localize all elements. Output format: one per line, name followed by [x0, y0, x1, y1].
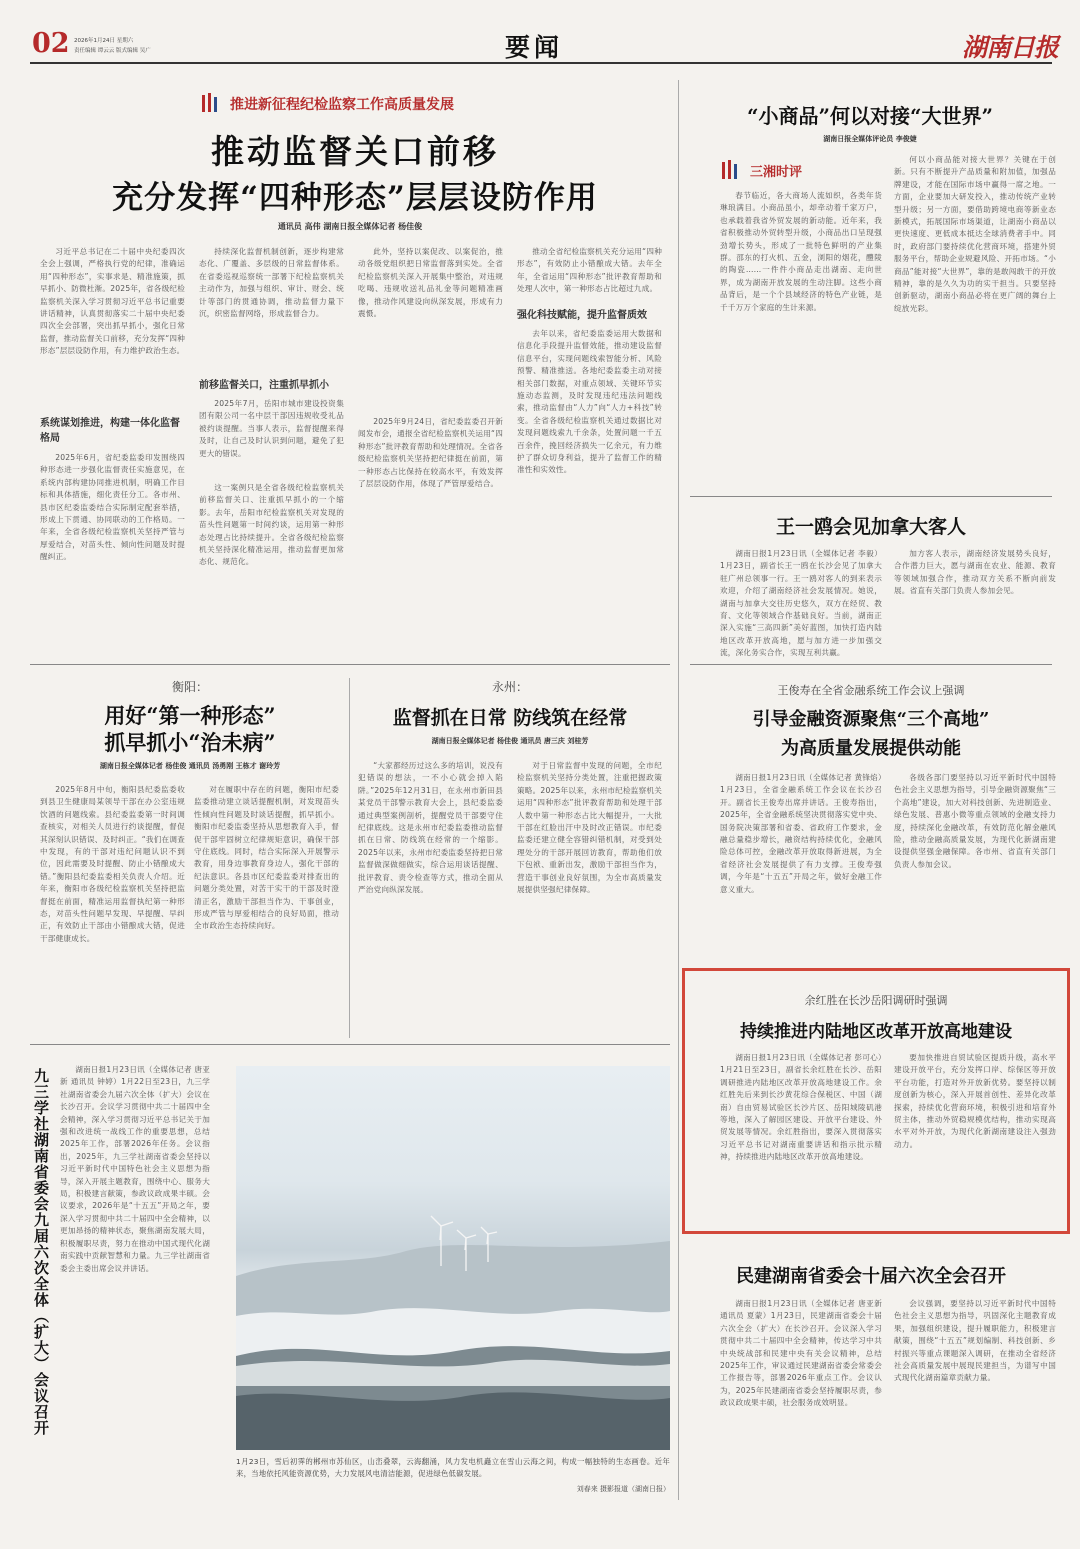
lead-col4a: [517, 246, 662, 306]
paper-logo: 湖南日报: [962, 33, 1059, 62]
hengyang-kicker: 衡阳：: [171, 680, 208, 694]
lead-paragraph: 这一案例只是全省各级纪检监察机关前移监督关口、注重抓早抓小的一个缩影。去年，岳阳市纪检监察机关对发现的苗头性问题第一时间约谈，运用第一种形态处理占比持续提升。全省各级纪检监察机关坚持深化精准运用，推动监督更加常态化、规范化。: [199, 483, 344, 567]
landscape-photo: [236, 1066, 670, 1450]
lead-paragraph: 习近平总书记在二十届中央纪委四次全会上强调，严格执行党的纪律，准确运用“四种形态”，实事求是、精准施策，抓早抓小、防微杜渐。2025年，省各级纪检监察机关深入学习贯彻习近平总书记重要讲话精神，认真贯彻落实二十届中央纪委四次全会部署，突出抓早抓小，强化日常监督，推动监督关口前移，充分发挥“四种形态”层层设防作用，有力维护政治生态。: [40, 247, 185, 356]
lead-paragraph: 2025年7月，岳阳市城市建设投资集团有限公司一名中层干部因违规收受礼品被约谈提醒。当事人表示，监督提醒来得及时，让自己及时认识到问题，避免了犯更大的错误。: [199, 399, 344, 458]
minjian-col1: [720, 1298, 882, 1494]
column-badge-icon: [720, 160, 742, 180]
finance-col1: [720, 772, 882, 964]
mid-left-rule: [30, 1044, 670, 1045]
yongzhou-kicker: 永州：: [491, 680, 528, 694]
photo-caption-text: 1月23日，雪后初霁的郴州市苏仙区，山峦叠翠，云海翻涌，风力发电机矗立在雪山云海之间，构成一幅独特的生态画卷。近年来，当地依托风能资源优势，大力发展风电清洁能源，促进绿色低碳发展。: [236, 1457, 670, 1479]
lead-paragraph: 去年以来，省纪委监委运用大数据和信息化手段提升监督效能，推动建设监督信息平台，实现问题线索智能分析、风险预警、精准推送。各地纪委监委主动对接相关部门数据，对重点领域、关键环节实施动态监测，及时发现违纪违法问题线索，推动监督由“人力”向“人力+科技”转变。全省各级纪检监察机关通过数据比对发现问题线索九千余条，处置问题一千五百余件，挽回经济损失一亿余元，有力维护了群众切身利益，提升了监督工作的精准性和实效性。: [517, 329, 662, 475]
hengyang-byline: 湖南日报全媒体记者 杨佳俊 通讯员 汤勇刚 王栋才 谢玲芳: [99, 762, 281, 770]
featured-col1: [720, 1052, 882, 1228]
lead-paragraph: 推动全省纪检监察机关充分运用“四种形态”，有效防止小错酿成大错。去年全年，全省运用“四种形态”批评教育帮助和处理人次中，第一种形态占比超过九成。: [517, 247, 662, 294]
editors-line: 责任编辑 谭云云 版式编辑 吴广: [74, 48, 151, 54]
commentary-title: “小商品”何以对接“大世界”: [746, 104, 993, 128]
lead-subhead2: 前移监督关口，注重抓早抓小: [199, 380, 329, 391]
minjian-paragraph: 会议强调，要坚持以习近平新时代中国特色社会主义思想为指导，巩固深化主题教育成果，加强组织建设，提升履职能力，积极建言献策，围绕“十五五”规划编制、科技创新、乡村振兴等重点课题深入调研，在推动全省经济社会高质量发展中展现民建担当，为谱写中国式现代化湖南篇章贡献力量。: [894, 1299, 1056, 1383]
commentary-col2: [894, 154, 1056, 478]
yongzhou-col1: [358, 760, 503, 1036]
photo-scene: [236, 1066, 670, 1450]
lead-bottom-rule: [30, 664, 670, 665]
hengyang-paragraph: 2025年8月中旬，衡阳县纪委监委收到县卫生健康局某领导干部在办公室违规饮酒的问题线索。县纪委监委第一时间调查核实，对相关人员进行约谈提醒，督促其深刻认识错误、及时纠正。“我们在调查中发现，有的干部对违纪问题认识不到位，因此需要及时提醒、防止小错酿成大错。”衡阳县纪委监委相关负责人介绍。近年来，衡阳市各级纪检监察机关坚持把监督挺在前面，精准运用监督执纪第一种形态，对苗头性问题早发现、早提醒、早纠正，有效防止干部由小错酿成大错，促进干部健康成长。: [40, 785, 185, 943]
hengyang-col1: [40, 784, 185, 1036]
lead-col2c: [199, 482, 344, 650]
page-number: 02: [32, 28, 70, 59]
yongzhou-byline: 湖南日报全媒体记者 杨佳俊 通讯员 唐三庆 刘桂芳: [431, 737, 589, 745]
lead-title-line2: 充分发挥“四种形态”层层设防作用: [112, 180, 598, 216]
lead-paragraph: 持续深化监督机制创新，逐步构建常态化、广覆盖、多层级的日常监督体系。在省委巡视巡察统一部署下纪检监察机关主动作为，加强与组织、审计、财会、统计等部门的贯通协调，推动监督力量下沉，织密监督网络，形成监督合力。: [199, 247, 344, 319]
lead-subhead3: 强化科技赋能，提升监督质效: [517, 310, 647, 321]
finance-paragraph: 湖南日报1月23日讯（全媒体记者 黄锋焰）1月23日，全省金融系统工作会议在长沙召开。副省长王俊寿出席并讲话。王俊寿指出，2025年，全省金融系统坚决贯彻落实党中央、国务院决策部署和省委、省政府工作要求，金融总量稳步增长，融资结构持续优化，金融风险总体可控，金融改革开放取得新进展，为全省经济社会发展提供了有力支撑。王俊寿强调，今年是“十五五”开局之年，做好金融工作意义重大。: [720, 773, 882, 894]
minjian-paragraph: 湖南日报1月23日讯（全媒体记者 唐亚新 通讯员 夏蒙）1月23日，民建湖南省委会十届六次全会（扩大）在长沙召开。会议深入学习贯彻中共二十届四中全会精神，传达学习中共中央统战部和民建中央有关会议精神，总结2025年工作，审议通过民建湖南省委会常委会工作报告等，部署2026年重点工作。会议认为，2025年民建湖南省委会坚持履职尽责，参政议政成果丰硕，社会服务成效明显。: [720, 1299, 882, 1408]
finance-paragraph: 各级各部门要坚持以习近平新时代中国特色社会主义思想为指导，引导金融资源聚焦“三个高地”建设，加大对科技创新、先进制造业、绿色发展、普惠小微等重点领域的金融支持力度，持续深化金融改革，有效防范化解金融风险，推动金融高质量发展，为现代化新湖南建设提供坚强金融保障。各市州、省直有关部门负责人参加会议。: [894, 773, 1056, 869]
date-line: 2026年1月24日 星期六: [74, 38, 134, 44]
finance-kicker: 王俊寿在全省金融系统工作会议上强调: [777, 684, 965, 697]
minjian-title: 民建湖南省委会十届六次全会召开: [736, 1266, 1006, 1287]
yongzhou-paragraph: “大家都经历过这么多的培训，说没有犯错误的想法，一不小心就会掉入陷阱。”2025年12月31日，在永州市新田县某党员干部警示教育大会上，县纪委监委通过典型案例剖析，提醒党员干部要守住纪律底线。这是永州市纪委监委推动监督抓在日常、防线筑在经常的一个缩影。2025年以来，永州市纪委监委坚持把日常监督做深做细做实，综合运用谈话提醒、批评教育、责令检查等方式，推动全面从严治党向纵深发展。: [358, 761, 503, 895]
featured-col2: [894, 1052, 1056, 1228]
photo-credit: 刘春来 摄影报道（湖南日报）: [576, 1485, 670, 1493]
jiusan-paragraph: 湖南日报1月23日讯（全媒体记者 唐亚新 通讯员 钟婷）1月22日至23日，九三学社湖南省委会九届六次全体（扩大）会议在长沙召开。会议学习贯彻中共二十届四中全会精神，深入学习贯彻习近平总书记关于加强和改进统一战线工作的重要思想，总结2025年工作，部署2026年任务。会议指出，2025年，九三学社湖南省委会坚持以习近平新时代中国特色社会主义思想为指导，深入开展主题教育，围绕中心、服务大局，积极建言献策，参政议政成果丰硕。会议要求，2026年是“十五五”开局之年，要深入学习贯彻中共二十届四中全会精神，以更加昂扬的精神状态，聚焦湖南发展大局，积极履职尽责，努力在推动中国式现代化湖南实践中贡献智慧和力量。九三学社湖南省委会主委出席会议并讲话。: [60, 1065, 210, 1273]
column-divider: [678, 80, 679, 1500]
featured-paragraph: 要加快推进自贸试验区提质升级，高水平建设开放平台，充分发挥口岸、综保区等开放平台功能，打造对外开放新优势。要坚持以制度创新为核心，深入开展首创性、差异化改革探索，持续优化营商环境，积极引进和培育外贸主体，推动外贸稳规模优结构，推动实现高水平对外开放，为现代化新湖南建设注入强劲动力。: [894, 1053, 1056, 1149]
hengyang-title-line2: 抓早抓小“治未病”: [104, 730, 276, 755]
lead-title-line1: 推动监督关口前移: [211, 132, 499, 171]
hengyang-paragraph: 对在履职中存在的问题，衡阳市纪委监委推动建立谈话提醒机制，对发现苗头性倾向性问题及时谈话提醒，抓早抓小。衡阳市纪委监委坚持从思想教育入手，督促干部牢固树立纪律规矩意识，确保干部守住底线。同时，结合实际深入开展警示教育，用身边事教育身边人，强化干部的纪法意识。各县市区纪委监委对排查出的问题分类处置，对苦干实干的干部及时澄清正名，激励干部担当作为、干事创业，形成严管与厚爱相结合的良好局面，推动全市政治生态持续向好。: [194, 785, 339, 931]
banner-text: 推进新征程纪检监察工作高质量发展: [230, 97, 454, 113]
lead-col1b: [40, 452, 185, 650]
yongzhou-paragraph: 对于日常监督中发现的问题，全市纪检监察机关坚持分类处置，注重把握政策策略。2025年以来，永州市纪检监察机关运用“四种形态”批评教育帮助和处理干部人数中第一种形态占比大幅提升，一大批干部在红脸出汗中及时改正错误。市纪委监委还建立健全容错纠错机制，对受到处理处分的干部开展回访教育，帮助他们放下包袱、重新出发，激励干部担当作为，营造干事创业良好氛围，为全市高质量发展提供坚强纪律保障。: [517, 761, 662, 895]
lead-paragraph: 2025年6月，省纪委监委印发围绕四种形态进一步强化监督责任实施意见，在系统内部构建协同推进机制，明确工作目标和具体措施，细化责任分工。各市州、县市区纪委监委结合实际制定配套举措，形成上下贯通、协同联动的工作格局。一年来，全省各级纪检监察机关坚持严管与厚爱结合，对苗头性、倾向性问题及时提醒纠正。: [40, 453, 185, 562]
wang-col2: [894, 548, 1056, 648]
featured-title: 持续推进内陆地区改革开放高地建设: [740, 1022, 1012, 1042]
featured-paragraph: 湖南日报1月23日讯（全媒体记者 彭可心）1月21日至23日，副省长余红胜在长沙、岳阳调研推进内陆地区改革开放高地建设工作。余红胜先后来到长沙黄花综合保税区、中国（湖南）自由贸易试验区长沙片区、岳阳城陵矶港等地，深入了解园区建设、开放平台建设、外贸发展等情况。余红胜指出，要深入贯彻落实习近平总书记对湖南重要讲话和指示批示精神，持续推进内陆地区改革开放高地建设。: [720, 1053, 882, 1162]
wang-title: 王一鸥会见加拿大客人: [775, 516, 966, 538]
commentary-byline: 湖南日报全媒体评论员 李俊婕: [823, 135, 917, 143]
lead-col3b: [358, 416, 503, 650]
yongzhou-col2: [517, 760, 662, 1036]
commentary-col1: [720, 190, 882, 478]
lead-col4b: [517, 328, 662, 650]
right-rule-2: [690, 664, 1052, 665]
right-rule-1: [690, 496, 1052, 497]
wang-paragraph: 湖南日报1月23日讯（全媒体记者 李毅）1月23日，副省长王一鸥在长沙会见了加拿大驻广州总领事一行。王一鸥对客人的到来表示欢迎，介绍了湖南经济社会发展情况。她说，湖南与加拿大交往历史悠久，双方在经贸、教育、文化等领域合作基础良好。当前，湖南正深入实施“三高四新”美好蓝图，加快打造内陆地区改革开放高地，愿与加方进一步加强交流，深化务实合作，实现互利共赢。: [720, 549, 882, 658]
lead-paragraph: 此外，坚持以案促改、以案促治，推动各级党组织把日常监督落到实处。全省纪检监察机关深入开展集中整治，对违规吃喝、违规收送礼品礼金等问题精准画像，推动作风建设向纵深发展，形成有力震慑。: [358, 247, 503, 319]
masthead: [0, 0, 1080, 66]
finance-title-line2: 为高质量发展提供动能: [781, 738, 961, 759]
featured-kicker: 余红胜在长沙岳阳调研时强调: [804, 994, 948, 1007]
lead-banner: [200, 92, 500, 114]
masthead-rule: [30, 62, 1052, 64]
jiusan-vertical-title: 九三学社湖南省委会九届六次全体（扩大）会议召开: [32, 1068, 50, 1436]
lead-byline: 通讯员 高伟 湖南日报全媒体记者 杨佳俊: [277, 222, 423, 231]
finance-title-line1: 引导金融资源聚焦“三个高地”: [752, 709, 990, 730]
finance-col2: [894, 772, 1056, 964]
hengyang-title-line1: 用好“第一种形态”: [104, 703, 276, 728]
minjian-col2: [894, 1298, 1056, 1494]
wang-paragraph: 加方客人表示，湖南经济发展势头良好，合作潜力巨大，愿与湖南在农业、能源、教育等领域加强合作，推动双方关系不断向前发展。省直有关部门负责人参加会见。: [894, 549, 1056, 596]
yongzhou-title: 监督抓在日常 防线筑在经常: [392, 707, 628, 729]
lead-subhead1: 系统谋划推进，构建一体化监督格局: [40, 418, 180, 444]
column-badge-text: 三湘时评: [750, 165, 803, 180]
hengyang-divider: [349, 678, 350, 1038]
wang-col1: [720, 548, 882, 658]
lead-paragraph: 2025年9月24日，省纪委监委召开新闻发布会，通报全省纪检监察机关运用“四种形态”批评教育帮助和处理情况。全省各级纪检监察机关坚持把纪律挺在前面，第一种形态占比保持在较高水平，有效发挥了层层设防作用，体现了严管厚爱结合。: [358, 417, 503, 489]
banner-flag-icon: [200, 93, 222, 113]
commentary-paragraph: 何以小商品能对接大世界？关键在于创新。只有不断提升产品质量和附加值，加强品牌建设，才能在国际市场中赢得一席之地。一方面，企业要加大研发投入，推动传统产业转型升级；另一方面，要借助跨境电商等新业态新模式，拓展国际市场渠道，让湖南小商品以更快速度、更低成本抵达全球消费者手中。同时，政府部门要持续优化营商环境，搭建外贸服务平台，帮助企业规避风险、开拓市场。“小商品”能对接“大世界”，靠的是敢闯敢干的开放精神，靠的是久久为功的实干担当。只要坚持创新驱动，湖南小商品必将在更广阔的舞台上绽放光彩。: [894, 155, 1056, 313]
lead-col2a: [199, 246, 344, 374]
lead-col2b: [199, 398, 344, 478]
lead-col3a: [358, 246, 503, 412]
section-title: 要闻: [505, 33, 564, 62]
commentary-paragraph: 春节临近，各大商场人流如织，各类年货琳琅满目。小商品虽小，却牵动着千家万户，也承载着我省外贸发展的新动能。近年来，我省积极推动外贸转型升级，小商品出口呈现强劲增长势头，形成了一批特色鲜明的产业集群。邵东的打火机、五金，浏阳的烟花，醴陵的陶瓷……一件件小商品走出湖南、走向世界，成为湖南开放发展的生动注脚。这些小商品背后，是一个个县域经济的特色产业链，是千千万万个家庭的生计来源。: [720, 191, 882, 312]
jiusan-body: [60, 1064, 210, 1494]
column-badge: [720, 158, 840, 182]
lead-col1a: [40, 246, 185, 414]
hengyang-col2: [194, 784, 339, 1036]
